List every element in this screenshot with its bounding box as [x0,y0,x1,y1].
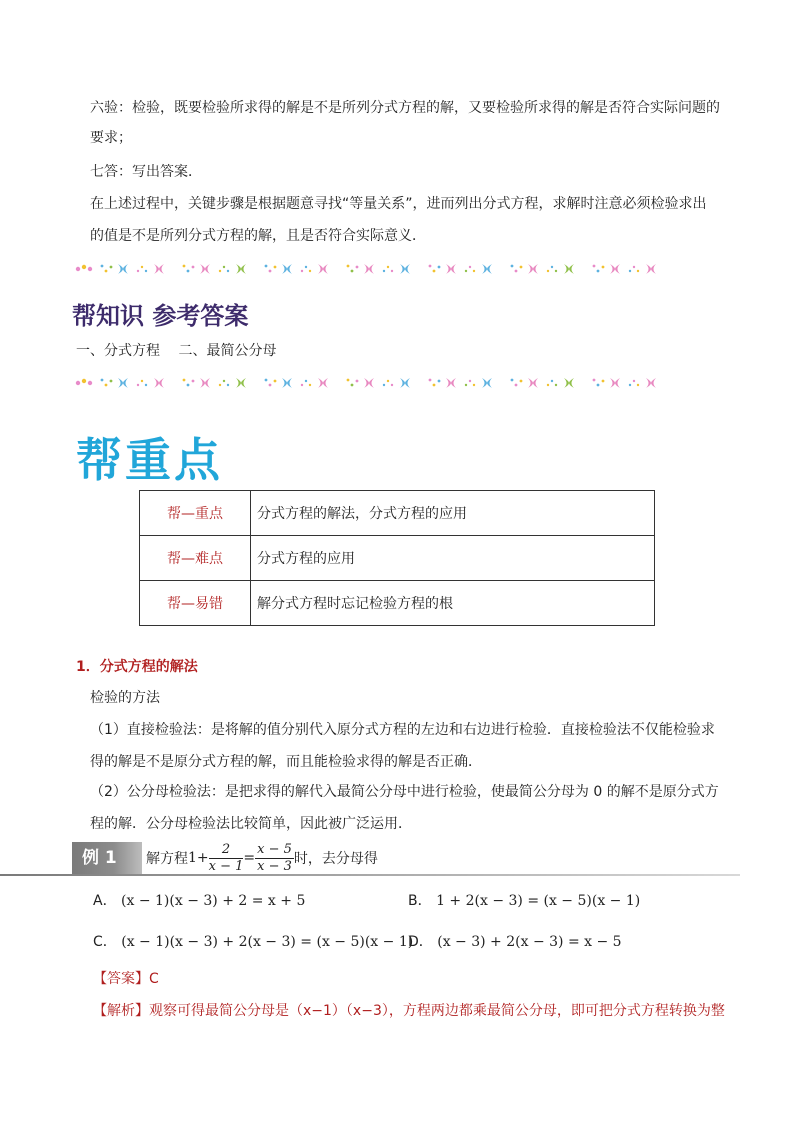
key-points-table [139,490,655,626]
example-question [146,838,378,878]
intro-line-5: 的值是不是所列分式方程的解，且是否符合实际意义． [90,228,426,244]
table-row [140,491,655,536]
method1-line-1: （1）直接检验法：是将解的值分别代入原分式方程的左边和右边进行检验．直接检验法不仅能检验求 [90,722,715,738]
decorative-butterfly-border [72,372,722,394]
math-equals: = [243,850,256,866]
answer-value: C [149,971,159,987]
option-c-label: C． [93,934,117,950]
key-section-title: 帮重点 [76,433,223,487]
analysis-text: 观察可得最简公分母是（x−1）（x−3），方程两边都乘最简公分母，即可把分式方程转换为整 [149,1003,725,1019]
intro-line-1: 六验：检验，既要检验所求得的解是不是所列分式方程的解，又要检验所求得的解是否符合实际问题的 [90,100,720,116]
fraction-2 [255,842,294,875]
option-b-text: 1 + 2(x − 3) = (x − 5)(x − 1) [436,893,641,909]
intro-line-3: 七答：写出答案． [90,164,202,180]
intro-line-2: 要求； [90,130,132,146]
decorative-butterfly-border [72,258,722,280]
butterfly-pattern [76,378,656,388]
option-d-label: D． [408,934,433,950]
answer-line [93,968,159,988]
analysis-line [93,1000,725,1020]
math-one: 1 [188,850,197,866]
fraction-2-numerator: x − 5 [257,841,292,857]
option-c [93,931,413,951]
fraction-1 [209,842,244,875]
option-c-text: (x − 1)(x − 3) + 2(x − 3) = (x − 5)(x − 1) [121,934,414,950]
question-suffix: 时，去分母得 [293,851,378,867]
butterfly-pattern [76,264,656,274]
answer-label: 【答案】 [93,971,149,987]
option-a [93,890,305,910]
question-prefix: 解方程 [146,851,188,867]
fraction-2-denominator: x − 3 [257,858,292,874]
math-plus: + [196,850,209,866]
answers-section-title: 帮知识 参考答案 [72,302,249,330]
key-value: 分式方程的应用 [251,536,655,581]
topic-heading: 1．分式方程的解法 [76,659,198,675]
topic-subheading: 检验的方法 [90,690,160,706]
answers-section-content: 一、分式方程 二、最简公分母 [76,343,277,359]
option-b [408,890,640,910]
method2-line-2: 程的解．公分母检验法比较简单，因此被广泛运用． [90,816,412,832]
key-value: 分式方程的解法，分式方程的应用 [251,491,655,536]
option-a-text: (x − 1)(x − 3) + 2 = x + 5 [121,893,306,909]
option-d-text: (x − 3) + 2(x − 3) = x − 5 [437,934,622,950]
method1-line-2: 得的解是不是原分式方程的解，而且能检验求得的解是否正确． [90,754,482,770]
key-label: 帮—易错 [140,581,251,626]
key-label: 帮—重点 [140,491,251,536]
fraction-1-denominator: x − 1 [208,858,244,874]
intro-line-4: 在上述过程中，关键步骤是根据题意寻找“等量关系”，进而列出分式方程，求解时注意必须检验求出 [90,196,707,212]
method2-line-1: （2）公分母检验法：是把求得的解代入最简公分母中进行检验，使最简公分母为 0 的解不是原分式方 [90,784,719,800]
table-row [140,536,655,581]
example-badge: 例 1 [72,842,142,874]
key-value: 解分式方程时忘记检验方程的根 [251,581,655,626]
option-d [408,931,622,951]
table-row [140,581,655,626]
key-label: 帮—难点 [140,536,251,581]
option-a-label: A． [93,893,117,909]
fraction-1-numerator: 2 [209,842,244,859]
analysis-label: 【解析】 [93,1003,149,1019]
option-b-label: B． [408,893,432,909]
